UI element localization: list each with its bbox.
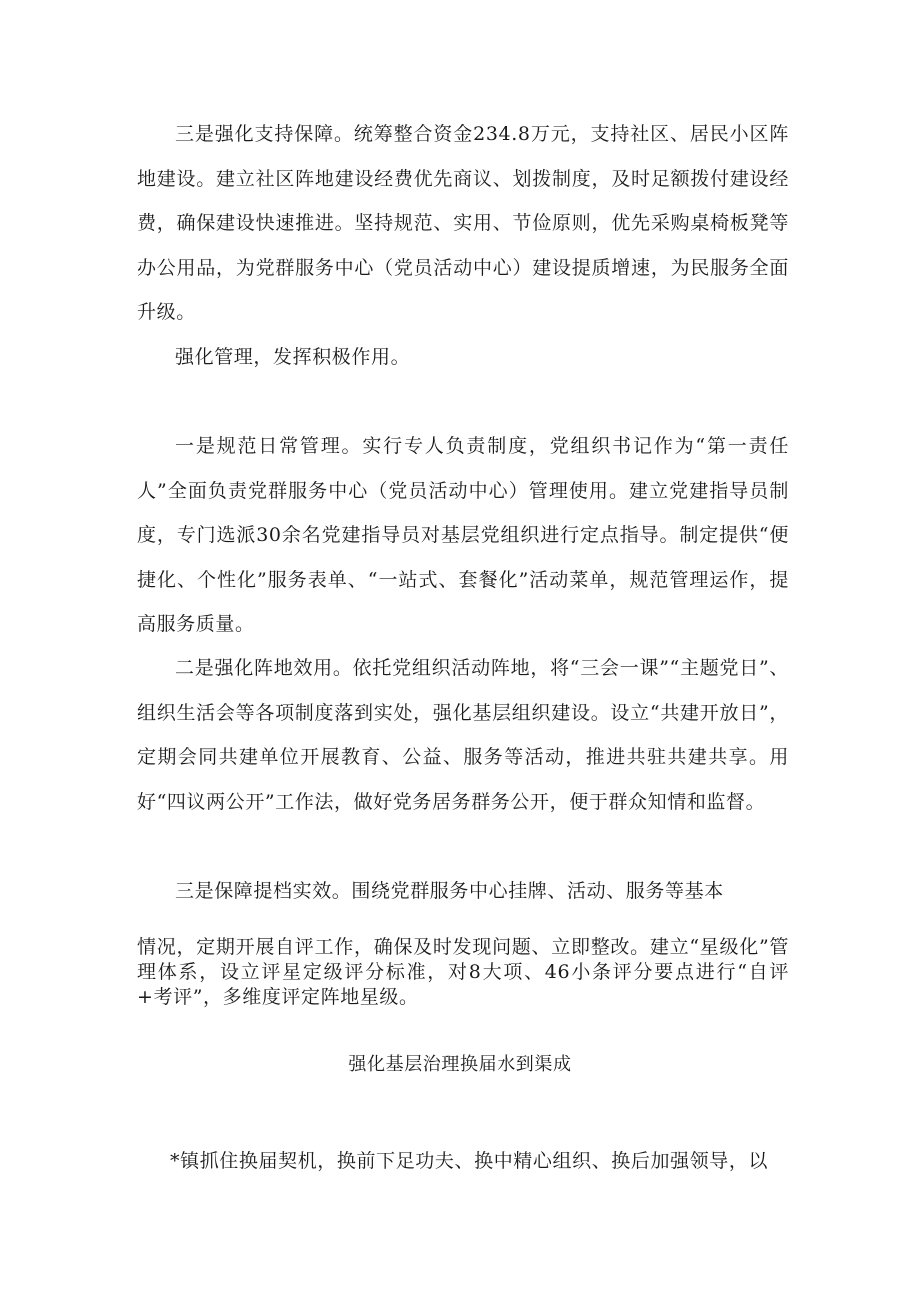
- paragraph-position-effect: 二是强化阵地效用。依托党组织活动阵地，将“三会一课”“主题党日”、组织生活会等各项制度落到实处，强化基层组织建设。设立“共建开放日”，定期会同共建单位开展教育、公益、服务等活动，推进共驻共建共享。用好“四议两公开”工作法，做好党务居务群务公开，便于群众知情和监督。: [137, 657, 789, 813]
- paragraph-daily-management: 一是规范日常管理。实行专人负责制度，党组织书记作为“第一责任人”全面负责党群服务中心（党员活动中心）管理使用。建立党建指导员制度，专门选派30余名党建指导员对基层党组织进行定点指导。制定提供“便捷化、个性化”服务表单、“一站式、套餐化”活动菜单，规范管理运作，提高服务质量。: [137, 435, 789, 636]
- paragraph-upgrade-effect-head: 三是保障提档实效。围绕党群服务中心挂牌、活动、服务等基本: [175, 880, 724, 902]
- section-title: 强化基层治理换届水到渠成: [348, 1054, 572, 1075]
- paragraph-management-heading: 强化管理，发挥积极作用。: [175, 346, 411, 368]
- paragraph-upgrade-effect-body: 情况，定期开展自评工作，确保及时发现问题、立即整改。建立“星级化”管理体系，设立评星定级评分标准，对8大项、46小条评分要点进行“自评+考评”，多维度评定阵地星级。: [137, 936, 789, 1008]
- paragraph-support-guarantee: 三是强化支持保障。统筹整合资金234.8万元，支持社区、居民小区阵地建设。建立社区阵地建设经费优先商议、划拨制度，及时足额拨付建设经费，确保建设快速推进。坚持规范、实用、节俭原则，优先采购桌椅板凳等办公用品，为党群服务中心（党员活动中心）建设提质增速，为民服务全面升级。: [137, 123, 789, 324]
- paragraph-closing: *镇抓住换届契机，换前下足功夫、换中精心组织、换后加强领导，以: [170, 1150, 769, 1172]
